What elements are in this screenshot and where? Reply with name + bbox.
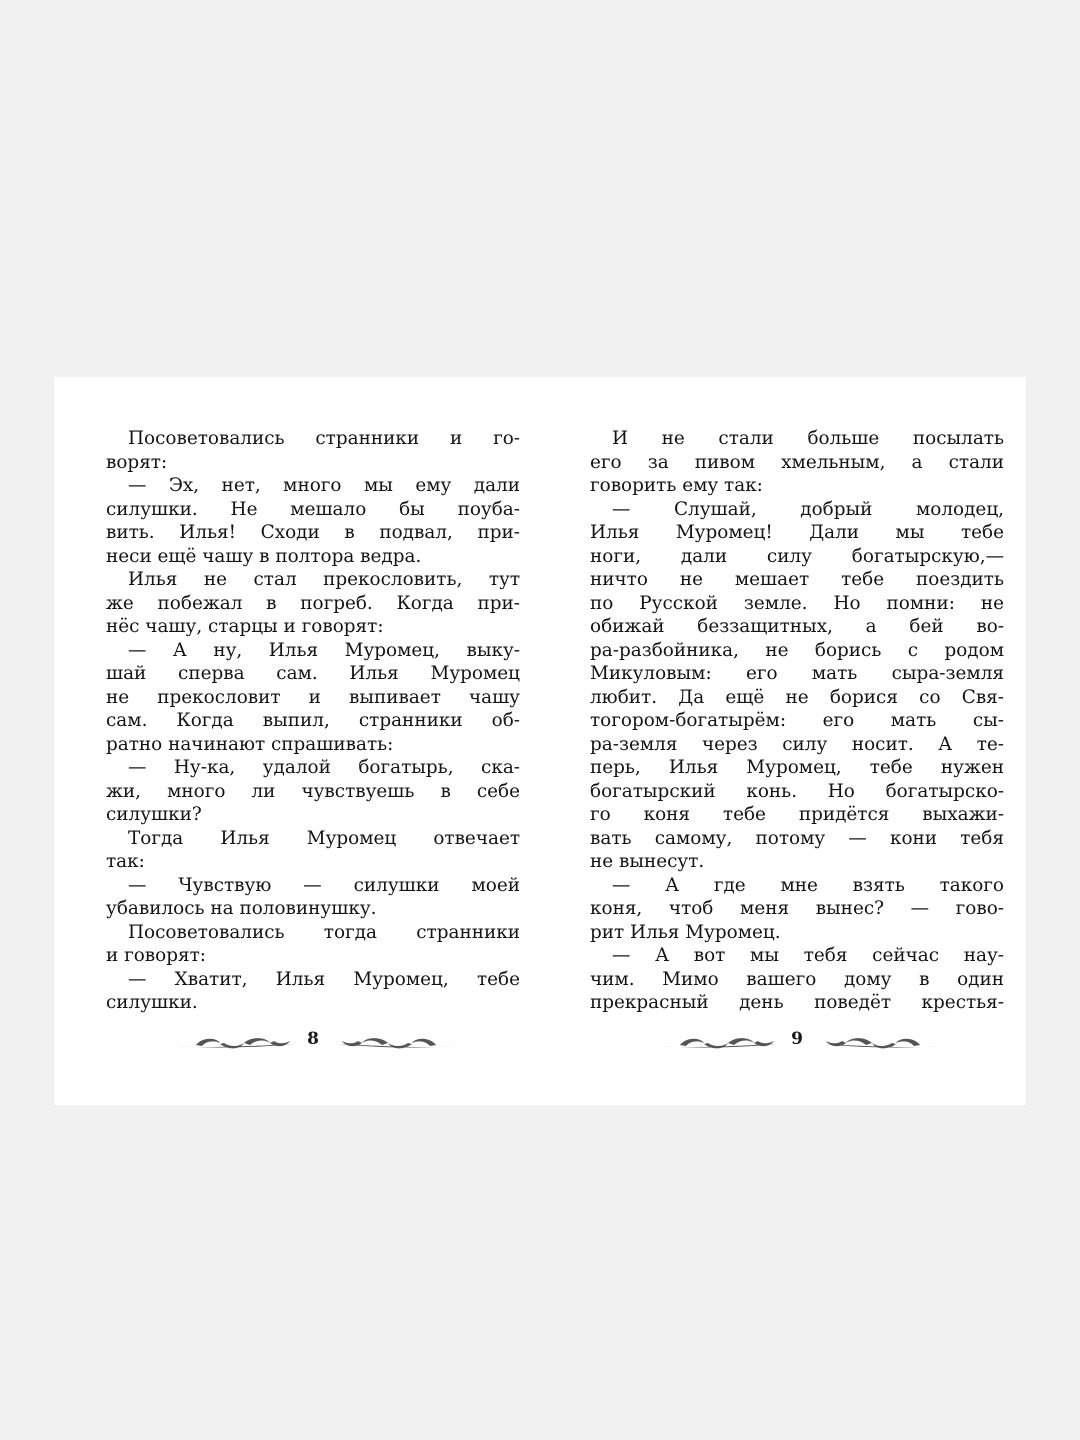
- text-line: не прекословит и выпивает чашу: [106, 686, 520, 708]
- text-line: нёс чашу, старцы и говорят:: [106, 616, 384, 637]
- text-line: — Чувствую — силушки моей: [128, 874, 520, 896]
- text-line: И не стали больше посылать: [612, 428, 1004, 449]
- text-line: рит Илья Муромец.: [590, 921, 781, 943]
- text-line: — А где мне взять такого: [612, 874, 1004, 896]
- text-line: ратно начинают спрашивать:: [106, 733, 394, 755]
- text-line: ра-земля через силу носит. А те-: [590, 733, 1004, 755]
- text-line: сам. Когда выпил, странники об-: [106, 710, 520, 731]
- text-line: перь, Илья Муромец, тебе нужен: [590, 757, 1004, 778]
- left-flourish-ornament-icon: [174, 1035, 294, 1053]
- text-line: силушки?: [106, 804, 202, 825]
- text-line: — Хватит, Илья Муромец, тебе: [128, 968, 520, 990]
- page-number: 9: [791, 1029, 803, 1049]
- right-flourish-ornament-icon: [822, 1035, 942, 1053]
- text-line: так:: [106, 851, 145, 872]
- text-line: коня, чтоб меня вынес? — гово-: [590, 898, 1004, 919]
- text-line: не вынесут.: [590, 851, 705, 872]
- text-line: Микуловым: его мать сыра-земля: [590, 663, 1004, 684]
- text-line: силушки. Не мешало бы поуба-: [106, 498, 520, 520]
- text-line: богатырский конь. Но богатырско-: [590, 780, 1004, 802]
- book-spread: [54, 377, 1026, 1105]
- text-line: — А вот мы тебя сейчас нау-: [612, 945, 1004, 966]
- page-number: 8: [307, 1029, 319, 1049]
- text-line: Илья не стал прекословить, тут: [128, 569, 520, 590]
- left-page-footer: [106, 1029, 520, 1057]
- text-line: шай сперва сам. Илья Муромец: [106, 663, 520, 684]
- text-line: ноги, дали силу богатырскую,—: [590, 545, 1004, 567]
- text-line: — А ну, Илья Муромец, выку-: [128, 639, 520, 661]
- text-line: го коня тебе придётся выхажи-: [590, 804, 1004, 825]
- text-line: ворят:: [106, 451, 168, 473]
- text-line: говорить ему так:: [590, 475, 763, 496]
- text-line: — Слушай, добрый молодец,: [612, 498, 1004, 520]
- text-line: вить. Илья! Сходи в подвал, при-: [106, 522, 520, 543]
- left-page: [106, 427, 520, 1015]
- text-line: по Русской земле. Но помни: не: [590, 592, 1004, 614]
- text-line: Илья Муромец! Дали мы тебе: [590, 522, 1004, 543]
- text-line: силушки.: [106, 992, 198, 1013]
- text-line: прекрасный день поведёт крестья-: [590, 992, 1004, 1013]
- text-line: Посоветовались странники и го-: [128, 428, 520, 449]
- text-line: неси ещё чашу в полтора ведра.: [106, 545, 422, 567]
- right-page-text: [590, 427, 1004, 1015]
- text-line: вать самому, потому — кони тебя: [590, 827, 1004, 849]
- text-line: любит. Да ещё не борися со Свя-: [590, 686, 1004, 708]
- text-line: ра-разбойника, не борись с родом: [590, 639, 1004, 661]
- text-line: — Эх, нет, много мы ему дали: [128, 475, 520, 496]
- text-line: Посоветовались тогда странники: [128, 921, 520, 943]
- left-flourish-ornament-icon: [658, 1035, 778, 1053]
- left-page-text: [106, 427, 520, 1015]
- text-line: Тогда Илья Муромец отвечает: [128, 827, 520, 849]
- right-flourish-ornament-icon: [338, 1035, 458, 1053]
- text-line: убавилось на половинушку.: [106, 898, 377, 919]
- text-line: — Ну-ка, удалой богатырь, ска-: [128, 757, 520, 778]
- text-line: тогором-богатырём: его мать сы-: [590, 710, 1004, 731]
- text-line: чим. Мимо вашего дому в один: [590, 968, 1004, 990]
- text-line: его за пивом хмельным, а стали: [590, 451, 1004, 473]
- text-line: и говорят:: [106, 945, 206, 966]
- text-line: жи, много ли чувствуешь в себе: [106, 780, 520, 802]
- text-line: же побежал в погреб. Когда при-: [106, 592, 520, 614]
- text-line: обижай беззащитных, а бей во-: [590, 616, 1004, 637]
- right-page-footer: [590, 1029, 1004, 1057]
- text-line: ничто не мешает тебе поездить: [590, 569, 1004, 590]
- right-page: [590, 427, 1004, 1015]
